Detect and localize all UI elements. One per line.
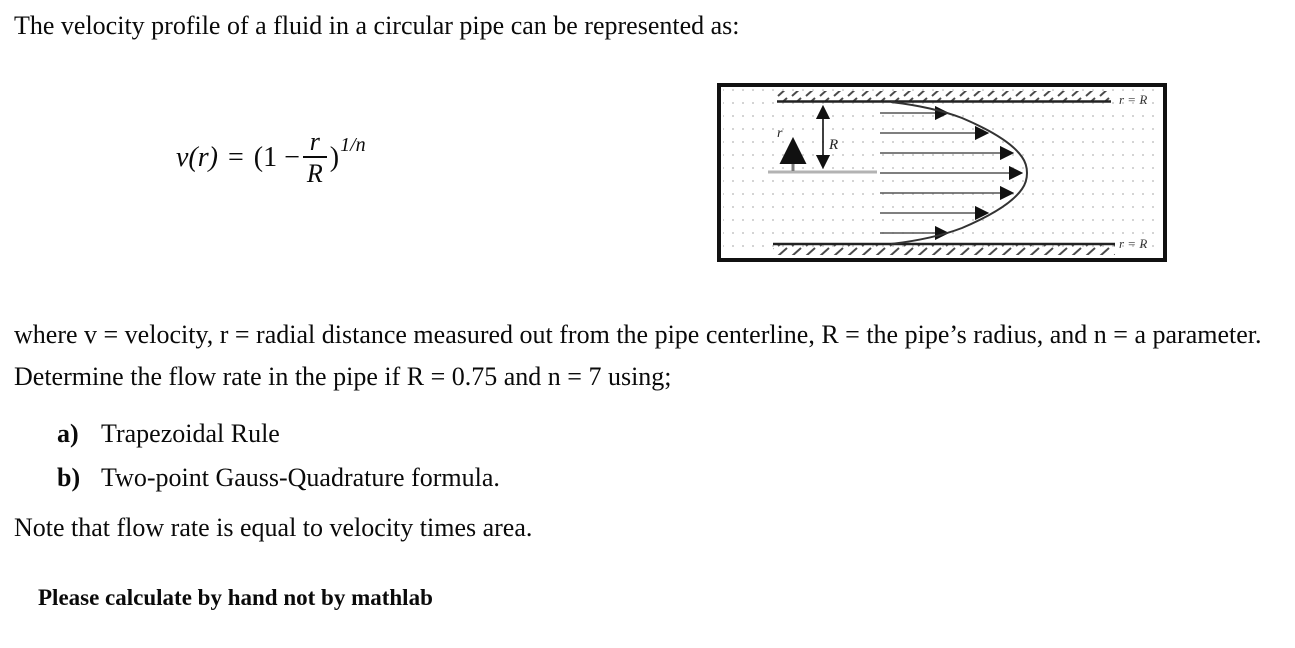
flow-rate-note: Note that flow rate is equal to velocity times area. (14, 513, 533, 542)
formula-equals: = (227, 141, 244, 173)
list-marker-a: a) (57, 419, 79, 448)
method-list (57, 412, 500, 500)
pipe-velocity-profile-diagram (717, 83, 1167, 262)
hand-calculation-instruction: Please calculate by hand not by mathlab (38, 585, 433, 610)
list-item (57, 456, 500, 500)
formula-open-term: (1 − (253, 141, 300, 173)
velocity-formula (176, 128, 366, 188)
list-marker-b: b) (57, 463, 81, 492)
radius-dimension-label: R (829, 137, 839, 153)
problem-statement-intro: The velocity profile of a fluid in a circular pipe can be represented as: (14, 11, 740, 40)
list-item (57, 412, 500, 456)
pipe-diagram-canvas (721, 87, 1163, 258)
formula-close-paren: ) (329, 141, 340, 173)
top-wall-hatching (777, 91, 1111, 101)
list-text-b: Two-point Gauss-Quadrature formula. (101, 463, 500, 492)
problem-description: where v = velocity, r = radial distance measured out from the pipe centerline, R = the pipe’s radius, and n = a parameter. Determine the flow rate in the pipe if R = 0.75 and n = 7 using; (14, 320, 1262, 391)
formula-numerator: r (309, 127, 320, 156)
formula-denominator: R (303, 156, 327, 187)
formula-exponent: 1/n (340, 134, 366, 157)
bottom-wall-hatching (773, 245, 1115, 255)
formula-v-of-r: v(r) (176, 141, 218, 173)
list-text-a: Trapezoidal Rule (101, 419, 280, 448)
top-wall-label: r = R (1119, 92, 1148, 107)
formula-fraction (303, 128, 327, 188)
bottom-wall-label: r = R (1119, 236, 1148, 251)
r-coordinate-label: r (777, 126, 783, 141)
